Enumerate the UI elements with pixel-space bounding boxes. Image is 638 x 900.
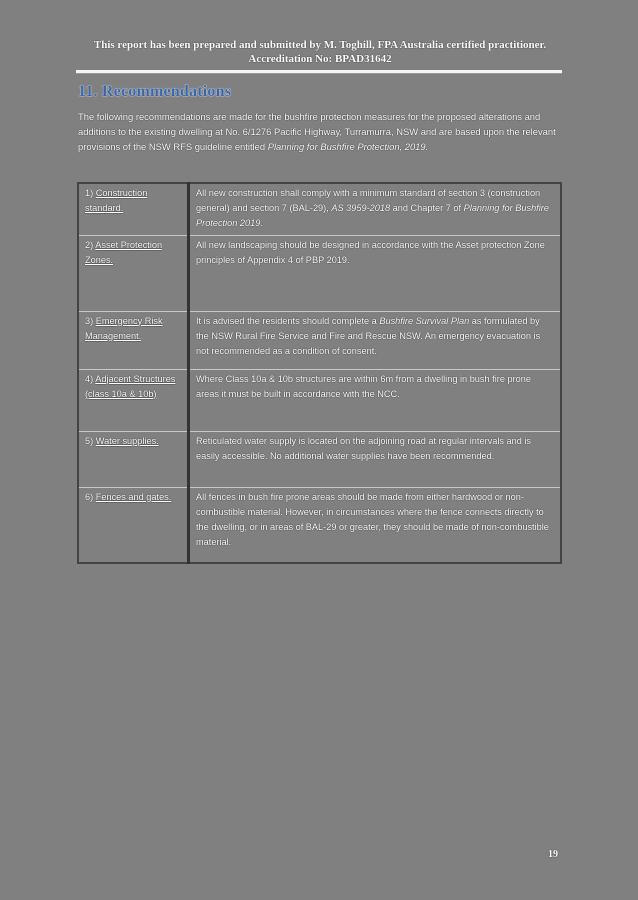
recommendation-text: All new landscaping should be designed in accordance with the Asset protection Zone principles of Appendix 4 of PBP 2019. [196,239,545,265]
recommendation-label-cell [78,369,189,431]
recommendation-text: Reticulated water supply is located on the adjoining road at regular intervals and is easily accessible. No additional water supplies have been recommended. [196,435,532,461]
recommendation-italic-2: Planning for Bushfire Protection 2019 [196,203,549,228]
recommendation-label-cell [78,431,189,487]
recommendation-number: 1) [85,188,94,198]
recommendation-text: All new construction shall comply with a minimum standard of section 3 (construction general) and section 7 (BAL-29), [196,188,541,213]
recommendation-label: Adjacent Structures (class 10a & 10b) [85,373,176,399]
recommendation-label-cell [78,311,189,369]
recommendation-number: 4) [85,373,94,384]
page-number: 19 [548,849,558,860]
recommendation-italic-1: Bushfire Survival Plan [379,315,470,326]
recommendation-text-2: and Chapter 7 of [390,203,464,213]
header-divider [76,70,562,74]
recommendation-label: Emergency Risk Management. [85,315,163,341]
recommendation-row [78,487,561,563]
recommendation-row [78,183,561,235]
recommendation-label: Construction standard. [85,188,148,213]
recommendation-italic-1: AS 3959-2018 [331,203,391,213]
recommendation-text-cell [189,183,562,235]
recommendation-label-cell [78,487,189,563]
recommendation-text-cell [189,431,562,487]
intro-paragraph [78,109,558,154]
recommendation-number: 6) [85,491,94,502]
intro-text: The following recommendations are made for the bushfire protection measures for the proposed alterations and additions to the existing dwelling at No. 6/1276 Pacific Highway, Turramurra, NSW and are based upon the relevant provisions of the NSW RFS guideline entitled [78,111,556,152]
recommendation-text: It is advised the residents should complete a [196,315,380,326]
recommendation-number: 2) [85,239,94,250]
intro-italic-reference: Planning for Bushfire Protection, 2019. [267,141,429,152]
recommendation-number: 5) [85,435,94,446]
recommendation-text-3: . [260,218,263,228]
recommendation-label-cell [78,183,189,235]
recommendation-label: Fences and gates. [95,491,172,502]
recommendation-label-cell [78,235,189,311]
header-line-1: This report has been prepared and submitted by M. Toghill, FPA Australia certified practitioner. [93,39,547,51]
recommendation-row [78,369,561,431]
section-title: 11. Recommendations [78,83,232,100]
recommendation-text-cell [189,369,562,431]
recommendation-text-2: as formulated by the NSW Rural Fire Service and Fire and Rescue NSW. An emergency evacuation is not recommended as a condition of consent. [196,315,541,356]
recommendation-text-cell [189,311,562,369]
header-line-2: Accreditation No: BPAD31642 [248,53,392,65]
report-header [75,38,565,66]
recommendation-label: Asset Protection Zones. [85,239,163,265]
recommendations-table [77,182,562,564]
recommendation-text-cell [189,487,562,563]
recommendation-row [78,431,561,487]
recommendation-row [78,235,561,311]
recommendation-label: Water supplies. [95,435,159,446]
recommendation-row [78,311,561,369]
recommendation-text: Where Class 10a & 10b structures are within 6m from a dwelling in bush fire prone areas it must be built in accordance with the NCC. [196,373,531,399]
recommendation-text-cell [189,235,562,311]
recommendation-number: 3) [85,315,94,326]
recommendation-text: All fences in bush fire prone areas should be made from either hardwood or non-combustible material. However, in circumstances where the fence connects directly to the dwelling, or in areas of BAL-29 or greater, they should be made of non-combustible material. [196,491,549,547]
